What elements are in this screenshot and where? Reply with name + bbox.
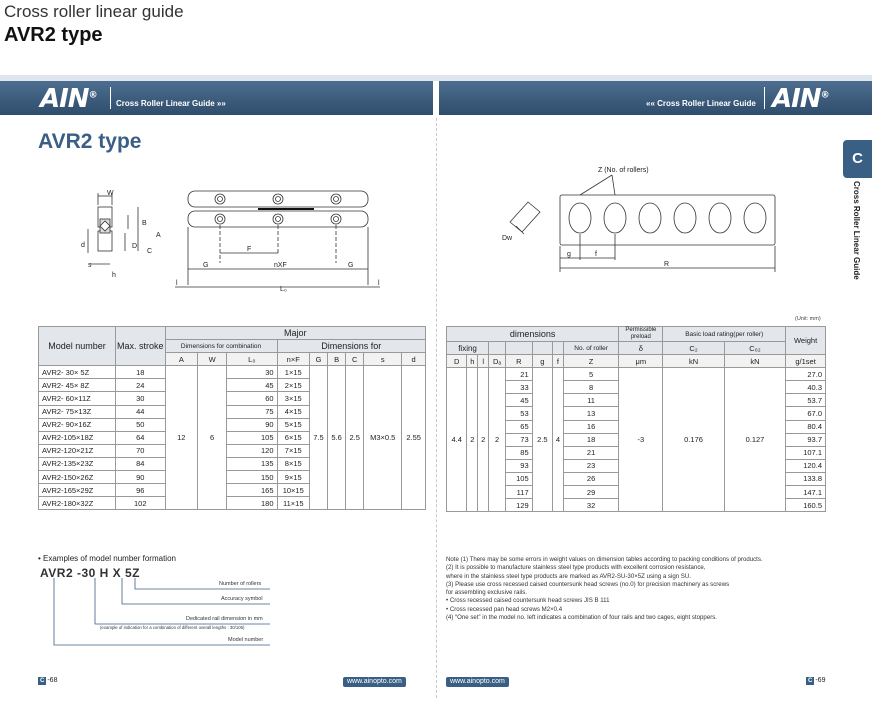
- dim-W: W: [107, 190, 114, 197]
- dim-G: G: [203, 262, 209, 269]
- note-line: where in the stainless steel type products are marked as AVR2-SU-30×5Z using a sign SU.: [446, 572, 691, 580]
- header-right: [439, 81, 872, 115]
- col-header: δ: [619, 342, 663, 355]
- stroke-cell: 102: [116, 497, 166, 510]
- col-header: C: [346, 353, 364, 366]
- c0-cell: 0.127: [724, 368, 785, 512]
- col-header: W: [198, 353, 227, 366]
- note-line: Note (1) There may be some errors in weight values on dimension tables according to packing conditions of products.: [446, 556, 763, 563]
- header-separator: [764, 87, 765, 109]
- dim-l: l: [378, 280, 380, 287]
- s-cell: M3×0.5: [364, 366, 402, 510]
- ain-logo-left: AIN®: [40, 84, 97, 114]
- col-header: Weight: [786, 327, 826, 355]
- stroke-cell: 96: [116, 484, 166, 497]
- note-line: (2) It is possible to manufacture stainless steel type products with excellent corrosion resistance,: [446, 564, 706, 572]
- dim-D: D: [132, 243, 138, 250]
- r-cell: 117: [506, 486, 533, 499]
- example-heading: • Examples of model number formation: [38, 554, 176, 563]
- r-cell: 129: [506, 499, 533, 512]
- col-header: No. of roller: [563, 342, 618, 355]
- nxf-cell: 11×15: [277, 497, 309, 510]
- example-rail-label: Dedicated rail dimension in mm: [186, 616, 263, 622]
- page-number-left: C -68: [40, 677, 58, 684]
- nxf-cell: 9×15: [277, 471, 309, 484]
- nxf-cell: 2×15: [277, 379, 309, 392]
- weight-cell: 107.1: [786, 446, 826, 459]
- weight-cell: 120.4: [786, 459, 826, 472]
- stroke-cell: 70: [116, 444, 166, 457]
- col-header: Model number: [39, 327, 116, 366]
- example-model-label: Model number: [228, 637, 264, 643]
- dim-l: l: [176, 280, 178, 287]
- url-link-right[interactable]: www.ainopto.com: [446, 677, 509, 687]
- header-right-text: «« Cross Roller Linear Guide: [646, 99, 756, 108]
- ain-logo-right: AIN®: [772, 84, 829, 114]
- model-cell: AVR2-165×29Z: [39, 484, 116, 497]
- stroke-cell: 18: [116, 366, 166, 379]
- nxf-cell: 1×15: [277, 366, 309, 379]
- nxf-cell: 10×15: [277, 484, 309, 497]
- r-cell: 65: [506, 420, 533, 433]
- r-cell: 85: [506, 446, 533, 459]
- nxf-cell: 5×15: [277, 418, 309, 431]
- col-header: A: [165, 353, 198, 366]
- weight-cell: 67.0: [786, 407, 826, 420]
- z-cell: 21: [563, 446, 618, 459]
- model-cell: AVR2- 30× 5Z: [39, 366, 116, 379]
- guide-drawing: [70, 185, 390, 297]
- dim-g: g: [567, 251, 571, 258]
- col-header: Z: [563, 355, 618, 368]
- table-row: [447, 368, 826, 381]
- col-header: Major: [165, 327, 425, 340]
- model-cell: AVR2- 45× 8Z: [39, 379, 116, 392]
- r-cell: 105: [506, 472, 533, 485]
- dim-d: d: [81, 242, 85, 249]
- col-header: l: [478, 355, 489, 368]
- weight-cell: 80.4: [786, 420, 826, 433]
- col-header: B: [328, 353, 346, 366]
- c-cell: 2.5: [346, 366, 364, 510]
- length-cell: 75: [227, 405, 277, 418]
- g-cell: 2.5: [532, 368, 552, 512]
- stroke-cell: 90: [116, 471, 166, 484]
- nxf-cell: 8×15: [277, 457, 309, 470]
- d-cell: 4.4: [447, 368, 467, 512]
- col-header: R: [506, 355, 533, 368]
- top-title: AVR2 type: [4, 24, 103, 46]
- r-cell: 33: [506, 381, 533, 394]
- col-header: s: [364, 353, 402, 366]
- weight-cell: 93.7: [786, 433, 826, 446]
- dim-f: f: [595, 251, 597, 258]
- l-cell: 2: [478, 368, 489, 512]
- col-header: g/1set: [786, 355, 826, 368]
- col-header: C₀₂: [724, 342, 785, 355]
- col-header: dimensions: [447, 327, 619, 342]
- z-cell: 26: [563, 472, 618, 485]
- dim-Lo: L₀: [280, 286, 287, 293]
- dim-s: s: [88, 262, 92, 269]
- cage-drawing: [500, 160, 785, 275]
- r-cell: 21: [506, 368, 533, 381]
- example-rollers-label: Number of rollers: [219, 581, 262, 587]
- col-header: Basic load rating(per roller): [663, 327, 786, 342]
- col-header: Max. stroke: [116, 327, 166, 366]
- url-link-left[interactable]: www.ainopto.com: [343, 677, 406, 687]
- r-cell: 73: [506, 433, 533, 446]
- z-cell: 32: [563, 499, 618, 512]
- col-header: D: [447, 355, 467, 368]
- col-header: L₀: [227, 353, 277, 366]
- note-line: (3) Please use cross recessed caised countersunk head screws (no.0) for precision machinery as screws: [446, 580, 730, 588]
- col-header: d: [402, 353, 426, 366]
- col-header: fixing: [447, 342, 489, 355]
- f-cell: 4: [552, 368, 563, 512]
- length-cell: 105: [227, 431, 277, 444]
- col-header: kN: [724, 355, 785, 368]
- rail-section: [98, 231, 112, 251]
- dim-C: C: [147, 248, 153, 255]
- note-line: • Cross recessed pan head screws M2×0.4: [446, 605, 563, 613]
- col-header: Dₐ: [489, 355, 506, 368]
- z-cell: 13: [563, 407, 618, 420]
- dim-F: F: [247, 246, 252, 253]
- z-cell: 8: [563, 381, 618, 394]
- page-divider: [436, 118, 437, 698]
- z-cell: 23: [563, 459, 618, 472]
- z-cell: 18: [563, 433, 618, 446]
- stroke-cell: 84: [116, 457, 166, 470]
- header-separator: [110, 87, 111, 109]
- g-cell: 7.5: [309, 366, 327, 510]
- length-cell: 90: [227, 418, 277, 431]
- z-cell: 11: [563, 394, 618, 407]
- model-cell: AVR2-150×26Z: [39, 471, 116, 484]
- nxf-cell: 7×15: [277, 444, 309, 457]
- weight-cell: 53.7: [786, 394, 826, 407]
- section-tab: C: [843, 140, 872, 178]
- r-cell: 93: [506, 459, 533, 472]
- table-row: [39, 366, 426, 379]
- dim-Z: Z (No. of rollers): [598, 167, 649, 174]
- side-label: Cross Roller Linear Guide: [852, 181, 861, 280]
- header-left-text: Cross Roller Linear Guide »»: [116, 99, 226, 108]
- model-cell: AVR2-120×21Z: [39, 444, 116, 457]
- col-header: f: [552, 355, 563, 368]
- stroke-cell: 24: [116, 379, 166, 392]
- dim-nXF: nXF: [274, 262, 287, 269]
- weight-cell: 40.3: [786, 381, 826, 394]
- stroke-cell: 64: [116, 431, 166, 444]
- spec-table-left: [38, 326, 426, 510]
- page-title: AVR2 type: [38, 130, 142, 153]
- length-cell: 30: [227, 366, 277, 379]
- notes: [446, 556, 836, 622]
- nxf-cell: 4×15: [277, 405, 309, 418]
- col-header: h: [467, 355, 478, 368]
- dim-h: h: [112, 272, 116, 279]
- note-line: (4) “One set” in the model no. left indicates a combination of four rails and two cages, eight stoppers.: [446, 614, 717, 622]
- col-header: Dimensions for: [277, 340, 425, 353]
- model-cell: AVR2- 60×11Z: [39, 392, 116, 405]
- weight-cell: 147.1: [786, 486, 826, 499]
- model-cell: AVR2-135×23Z: [39, 457, 116, 470]
- col-header: C₂: [663, 342, 724, 355]
- note-line: • Cross recessed caised countersunk head screws JIS B 111: [446, 597, 610, 605]
- r-cell: 53: [506, 407, 533, 420]
- dim-B: B: [142, 220, 147, 227]
- col-header: Permissible preload: [619, 327, 663, 342]
- z-cell: 5: [563, 368, 618, 381]
- spec-table-right: [446, 326, 826, 512]
- col-header: Dimensions for combination: [165, 340, 277, 353]
- col-header: G: [309, 353, 327, 366]
- length-cell: 150: [227, 471, 277, 484]
- length-cell: 45: [227, 379, 277, 392]
- d-cell: 2.55: [402, 366, 426, 510]
- model-cell: AVR2-180×32Z: [39, 497, 116, 510]
- example-code: AVR2 -30 H X 5Z: [40, 566, 140, 580]
- model-cell: AVR2- 75×13Z: [39, 405, 116, 418]
- model-cell: AVR2- 90×16Z: [39, 418, 116, 431]
- weight-cell: 27.0: [786, 368, 826, 381]
- length-cell: 135: [227, 457, 277, 470]
- z-cell: 29: [563, 486, 618, 499]
- col-header: kN: [663, 355, 724, 368]
- example-accuracy-label: Accuracy symbol: [221, 596, 263, 602]
- da-cell: 2: [489, 368, 506, 512]
- dim-R: R: [664, 261, 670, 268]
- stroke-cell: 50: [116, 418, 166, 431]
- example-rail-sublabel: (example of indication for a combination of different overall lengths : 30/105): [100, 625, 245, 630]
- unit-note: (Unit: mm): [795, 316, 821, 322]
- stroke-cell: 44: [116, 405, 166, 418]
- stroke-cell: 30: [116, 392, 166, 405]
- col-header: n×F: [277, 353, 309, 366]
- w-cell: 6: [198, 366, 227, 510]
- c-cell: 0.176: [663, 368, 724, 512]
- weight-cell: 133.8: [786, 472, 826, 485]
- r-cell: 45: [506, 394, 533, 407]
- col-header: μm: [619, 355, 663, 368]
- length-cell: 60: [227, 392, 277, 405]
- page-number-right: C -69: [808, 677, 826, 684]
- length-cell: 165: [227, 484, 277, 497]
- h-cell: 2: [467, 368, 478, 512]
- nxf-cell: 6×15: [277, 431, 309, 444]
- dim-G: G: [348, 262, 354, 269]
- b-cell: 5.6: [328, 366, 346, 510]
- note-line: for assembling exclusive rails.: [446, 589, 527, 597]
- length-cell: 180: [227, 497, 277, 510]
- dim-Dw: Dw: [502, 235, 513, 242]
- length-cell: 120: [227, 444, 277, 457]
- model-cell: AVR2-105×18Z: [39, 431, 116, 444]
- top-subtitle: Cross roller linear guide: [4, 2, 184, 21]
- dim-A: A: [156, 232, 161, 239]
- header-left: [0, 81, 433, 115]
- nxf-cell: 3×15: [277, 392, 309, 405]
- preload-cell: -3: [619, 368, 663, 512]
- z-cell: 16: [563, 420, 618, 433]
- weight-cell: 160.5: [786, 499, 826, 512]
- col-header: g: [532, 355, 552, 368]
- a-cell: 12: [165, 366, 198, 510]
